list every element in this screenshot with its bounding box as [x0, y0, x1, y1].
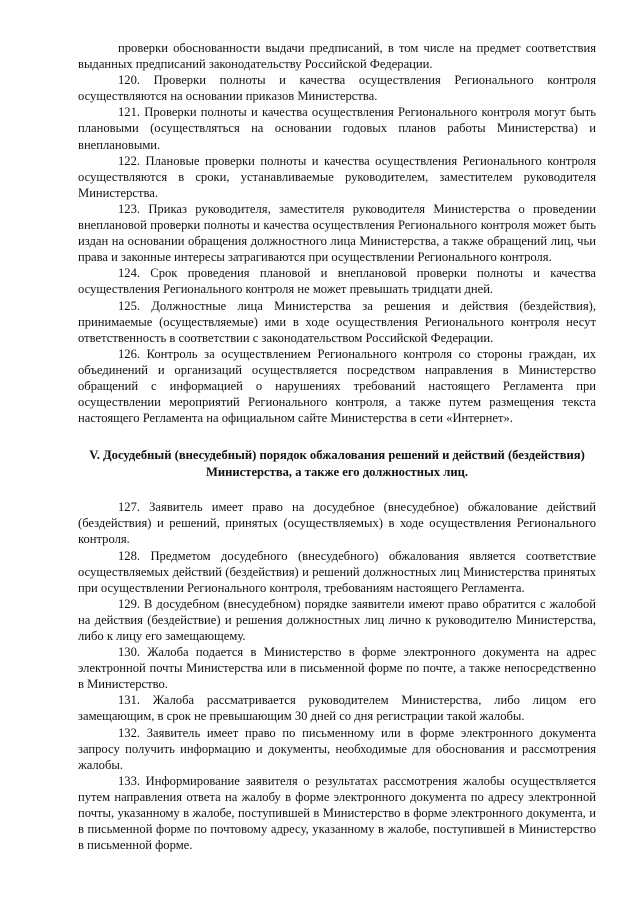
paragraph-132: 132. Заявитель имеет право по письменному или в форме электронного документа запросу получить информацию и документы, необходимые для обоснования и рассмотрения жалобы. — [78, 725, 596, 772]
paragraph-128: 128. Предметом досудебного (внесудебного) обжалования является соответствие осуществляемых действий (бездействия) и решений должностных лиц Министерства принятых при осуществлении Регионального контроля, требованиям настоящего Регламента. — [78, 548, 596, 595]
paragraph-133: 133. Информирование заявителя о результатах рассмотрения жалобы осуществляется путем направления ответа на жалобу в форме электронного документа по адресу электронной почты, указанному в жалобе, поступившей в Министерство в форме электронного документа, и в письменной форме по почтовому адресу, указанному в жалобе, поступившей в Министерство в письменной форме. — [78, 773, 596, 853]
paragraph-129: 129. В досудебном (внесудебном) порядке заявители имеют право обратится с жалобой на действия (бездействие) и решения должностных лиц лично к руководителю Министерства, либо к лицу его замещающему. — [78, 596, 596, 643]
paragraph-121: 121. Проверки полноты и качества осуществления Регионального контроля могут быть плановыми (осуществляться на основании годовых планов работы Министерства) и внеплановыми. — [78, 105, 596, 152]
section-heading: V. Досудебный (внесудебный) порядок обжалования решений и действий (бездействия) Министерства, а также его должностных лиц. — [89, 448, 585, 479]
paragraph-continuation: проверки обоснованности выдачи предписаний, в том числе на предмет соответствия выданных предписаний законодательству Российской Федерации. — [78, 41, 596, 72]
paragraph-131: 131. Жалоба рассматривается руководителем Министерства, либо лицом его замещающим, в срок не превышающим 30 дней со дня регистрации такой жалобы. — [78, 693, 596, 724]
paragraph-126: 126. Контроль за осуществлением Регионального контроля со стороны граждан, их объединений и организаций осуществляется посредством направления в Министерство обращений с информацией о нарушениях требований настоящего Регламента при осуществлении мероприятий Регионального контроля, а также путем размещения текста настоящего Регламента на официальном сайте Министерства в сети «Интернет». — [78, 346, 596, 426]
paragraph-127: 127. Заявитель имеет право на досудебное (внесудебное) обжалование действий (бездействия) и решений, принятых (осуществляемых) в ходе осуществления Регионального контроля. — [78, 500, 596, 547]
document-body — [78, 40, 596, 853]
paragraph-125: 125. Должностные лица Министерства за решения и действия (бездействия), принимаемые (осуществляемые) ими в ходе осуществления Регионального контроля несут ответственность в соответствии с законодательством Российской Федерации. — [78, 298, 596, 345]
paragraph-120: 120. Проверки полноты и качества осуществления Регионального контроля осуществляются на основании приказов Министерства. — [78, 73, 596, 104]
paragraph-123: 123. Приказ руководителя, заместителя руководителя Министерства о проведении внеплановой проверки полноты и качества осуществления Регионального контроля может быть издан на основании обращения должностного лица Министерства, а также обращений лиц, чьи права и законные интересы затрагиваются при осуществлении Регионального контроля. — [78, 201, 596, 265]
paragraph-122: 122. Плановые проверки полноты и качества осуществления Регионального контроля осуществляются в сроки, устанавливаемые руководителем, заместителем руководителя Министерства. — [78, 153, 596, 200]
paragraph-124: 124. Срок проведения плановой и внеплановой проверки полноты и качества осуществления Регионального контроля не может превышать тридцати дней. — [78, 266, 596, 297]
paragraph-130: 130. Жалоба подается в Министерство в форме электронного документа на адрес электронной почты Министерства или в письменной форме по почте, а также непосредственно в Министерство. — [78, 645, 596, 692]
